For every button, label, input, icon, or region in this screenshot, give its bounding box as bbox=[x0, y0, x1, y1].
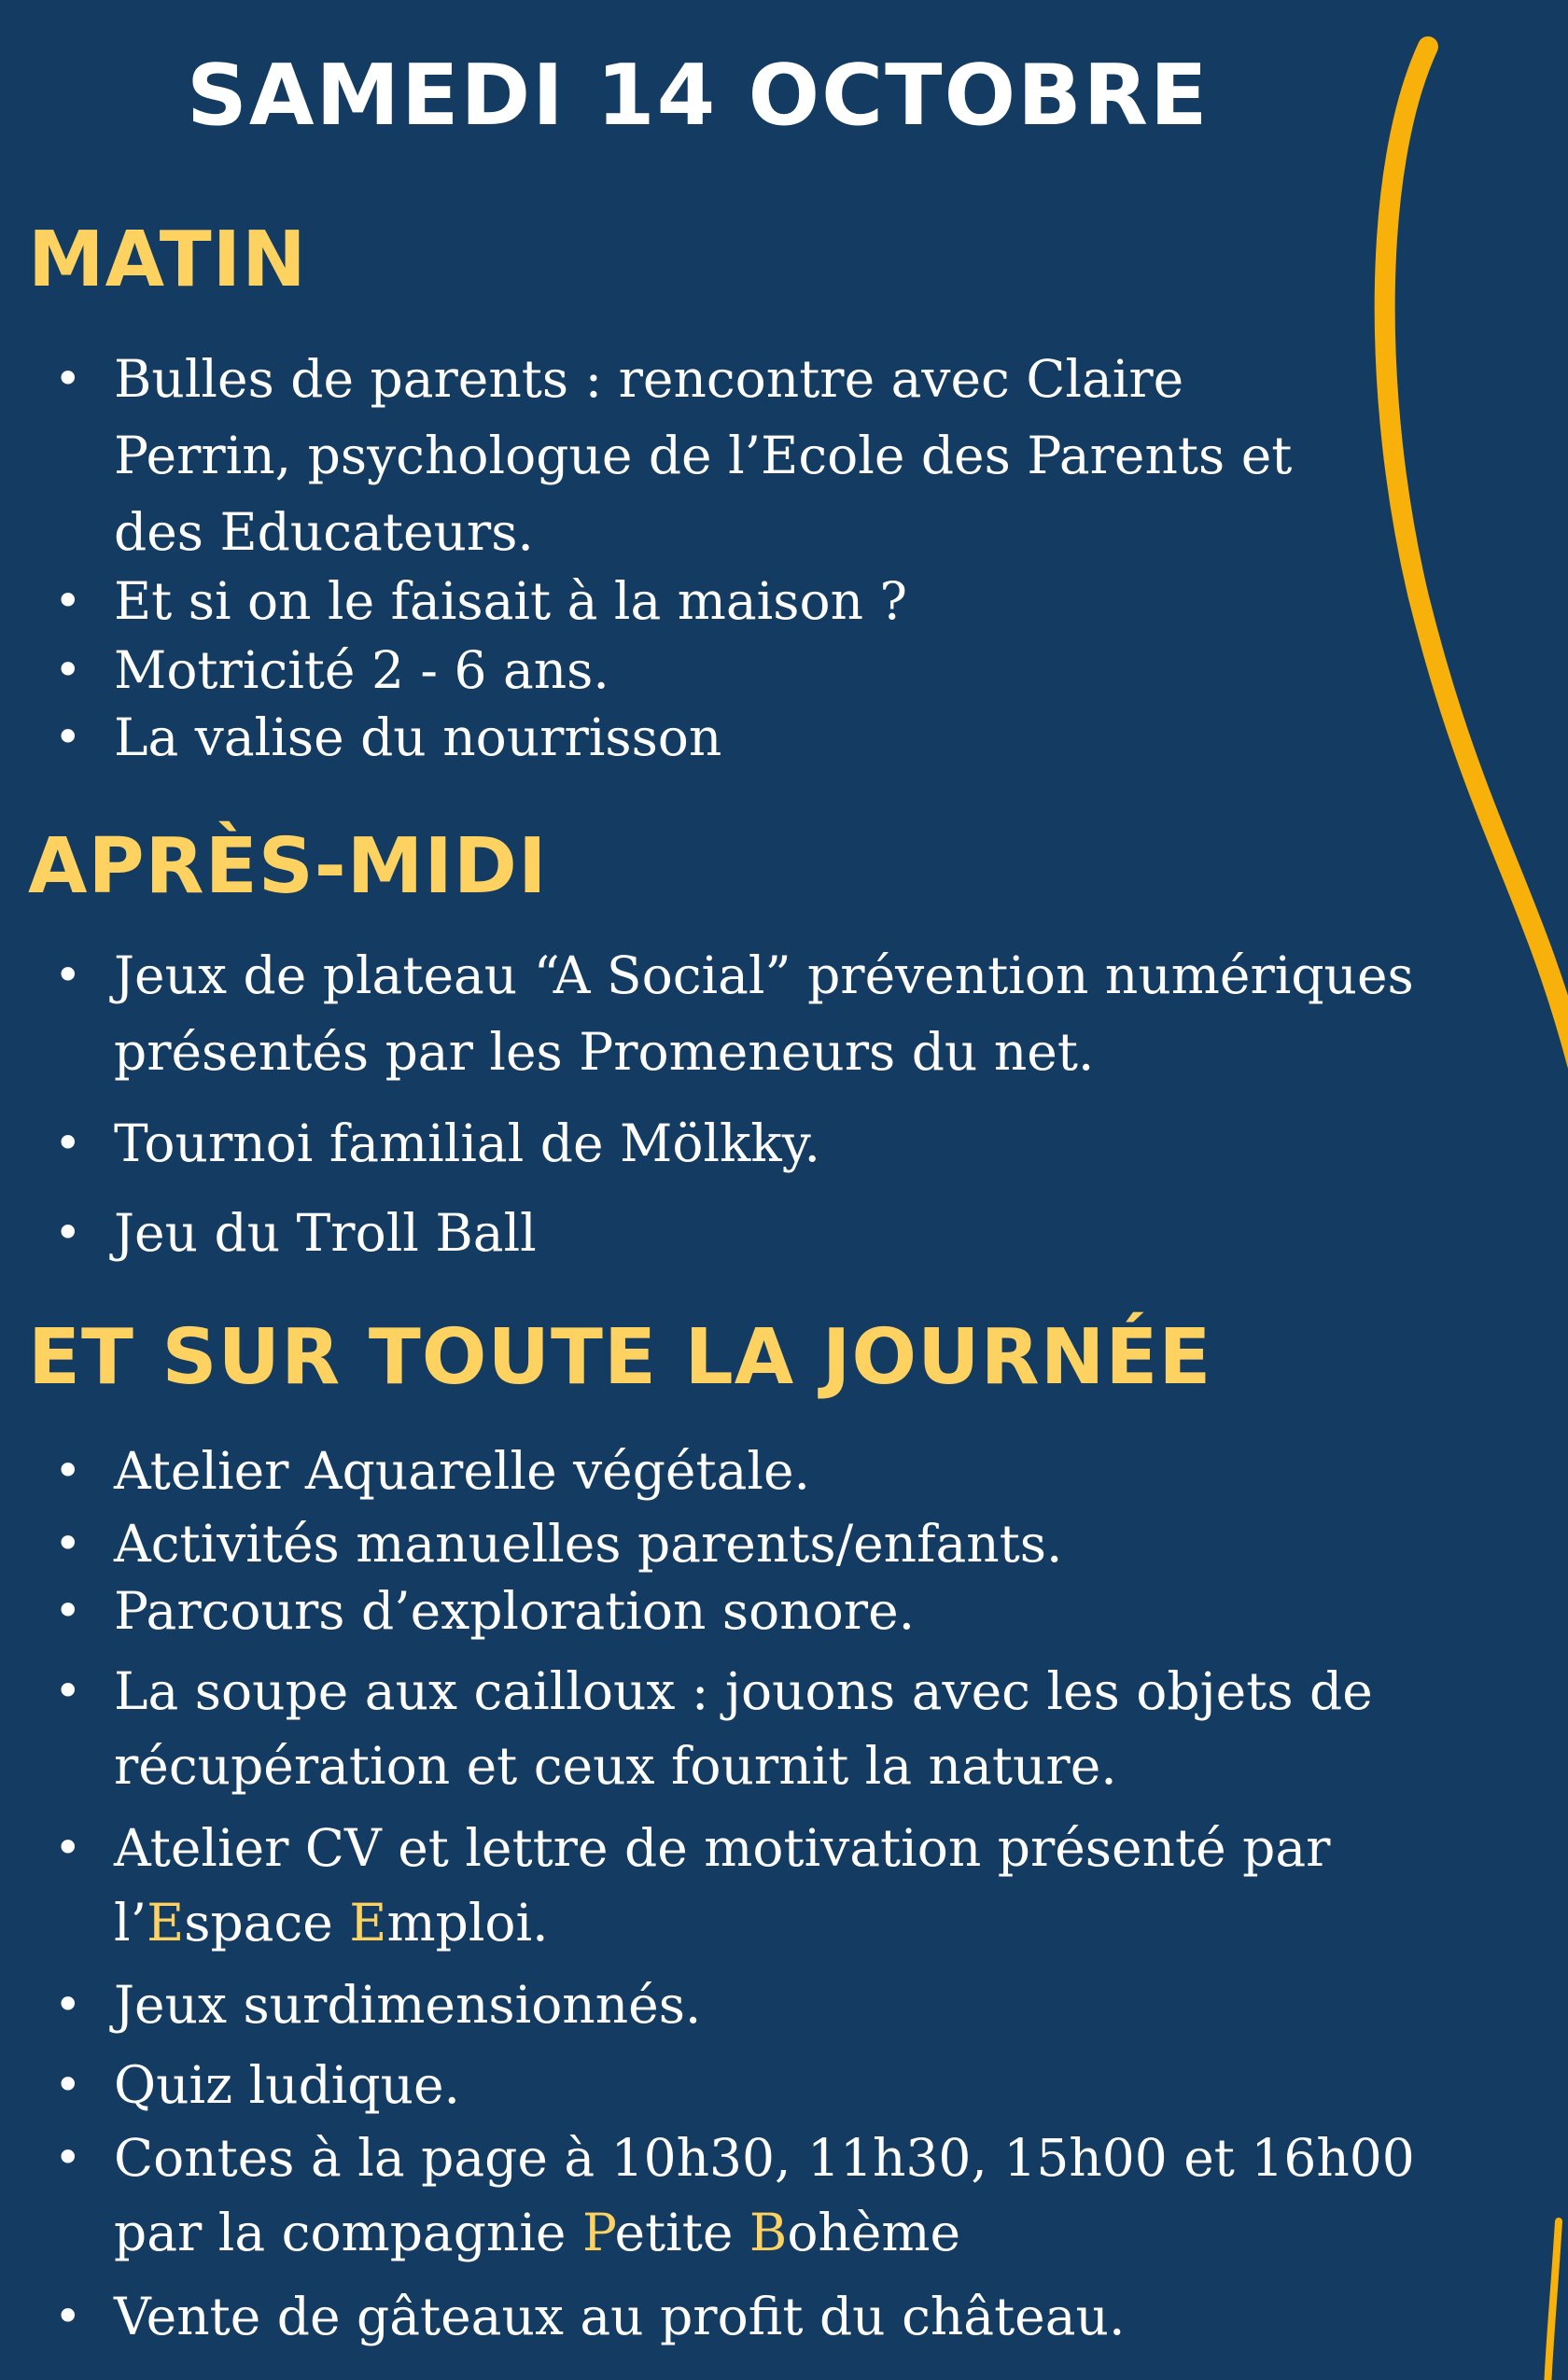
list-item-text bbox=[114, 632, 1439, 708]
list-item-line: La valise du nourrisson bbox=[114, 707, 722, 767]
list-item-text bbox=[114, 937, 1439, 1090]
bullet-icon: • bbox=[54, 710, 82, 764]
bullet-icon: • bbox=[54, 1821, 82, 1875]
list-item-line-accent bbox=[114, 2195, 1439, 2270]
line-fragment: ohème bbox=[787, 2203, 961, 2262]
bullet-icon: • bbox=[54, 574, 82, 628]
bullet-icon: • bbox=[54, 1517, 82, 1571]
list-item-line: Bulles de parents : rencontre avec Claire bbox=[114, 349, 1184, 409]
list-item-line: Contes à la page à 10h30, 11h30, 15h00 et 16h00 bbox=[114, 2128, 1415, 2188]
list-item-text bbox=[114, 341, 1439, 570]
line-fragment: mploi. bbox=[386, 1893, 549, 1953]
bullet-icon: • bbox=[54, 1978, 82, 2032]
section-heading-allday: ET SUR TOUTE LA JOURNÉE bbox=[28, 1313, 1212, 1402]
bullet-icon: • bbox=[54, 2131, 82, 2185]
list-item-text bbox=[114, 699, 1439, 776]
list-item-line: Motricité 2 - 6 ans. bbox=[114, 640, 609, 700]
bullet-icon: • bbox=[54, 1206, 82, 1260]
list-item-line: Quiz ludique. bbox=[114, 2055, 461, 2115]
list-item-line: Activités manuelles parents/enfants. bbox=[114, 1514, 1063, 1574]
list-item-line-accent bbox=[114, 1885, 1439, 1960]
list-item-text bbox=[114, 1654, 1439, 1803]
list-item-text bbox=[114, 1506, 1439, 1581]
list-item-line: Atelier Aquarelle végétale. bbox=[114, 1441, 810, 1501]
page-title: SAMEDI 14 OCTOBRE bbox=[187, 47, 1210, 145]
list-item-text bbox=[114, 1574, 1439, 1648]
line-fragment: etite bbox=[614, 2203, 749, 2262]
section-heading-morning: MATIN bbox=[28, 216, 307, 304]
list-item-text bbox=[114, 1811, 1439, 1960]
list-item-text bbox=[114, 1967, 1439, 2042]
line-fragment: par la compagnie bbox=[114, 2203, 582, 2262]
line-fragment: l’ bbox=[114, 1893, 147, 1953]
list-item-line: récupération et ceux fournit la nature. bbox=[114, 1736, 1117, 1796]
accent-letter: E bbox=[147, 1893, 185, 1953]
list-item-line: Jeux de plateau “A Social” prévention numériques bbox=[114, 945, 1414, 1005]
list-item-line: Jeu du Troll Ball bbox=[114, 1203, 537, 1263]
bullet-icon: • bbox=[54, 1584, 82, 1638]
accent-letter: B bbox=[749, 2203, 788, 2262]
list-item-text bbox=[114, 2121, 1439, 2270]
line-fragment: space bbox=[184, 1893, 350, 1953]
list-item-line: Parcours d’exploration sonore. bbox=[114, 1581, 916, 1641]
list-item-text bbox=[114, 2279, 1439, 2354]
list-item-line: La soupe aux cailloux : jouons avec les objets de bbox=[114, 1661, 1373, 1721]
list-item-line: Jeux surdimensionnés. bbox=[114, 1975, 702, 2035]
list-item-text bbox=[114, 563, 1439, 639]
list-item-text bbox=[114, 1105, 1439, 1182]
list-item-text bbox=[114, 1434, 1439, 1508]
list-item-text bbox=[114, 2048, 1439, 2122]
bullet-icon: • bbox=[54, 2058, 82, 2112]
bullet-icon: • bbox=[54, 1116, 82, 1170]
accent-letter: P bbox=[581, 2203, 615, 2262]
list-item-line: Et si on le faisait à la maison ? bbox=[114, 571, 908, 631]
accent-letter: E bbox=[349, 1893, 387, 1953]
list-item-line: Atelier CV et lettre de motivation présenté par bbox=[114, 1818, 1331, 1878]
bullet-icon: • bbox=[54, 1444, 82, 1498]
bullet-icon: • bbox=[54, 352, 82, 406]
section-heading-afternoon: APRÈS-MIDI bbox=[28, 822, 548, 911]
bullet-icon: • bbox=[54, 1664, 82, 1718]
list-item-text bbox=[114, 1195, 1439, 1271]
list-item-line: présentés par les Promeneurs du net. bbox=[114, 1022, 1095, 1082]
list-item-line: Vente de gâteaux au profit du château. bbox=[114, 2287, 1126, 2346]
list-item-line: Tournoi familial de Mölkky. bbox=[114, 1113, 820, 1173]
list-item-line: Perrin, psychologue de l’Ecole des Parents et bbox=[114, 426, 1293, 485]
bullet-icon: • bbox=[54, 643, 82, 697]
list-item-line: des Educateurs. bbox=[114, 502, 534, 562]
bullet-icon: • bbox=[54, 2289, 82, 2344]
bullet-icon: • bbox=[54, 948, 82, 1002]
